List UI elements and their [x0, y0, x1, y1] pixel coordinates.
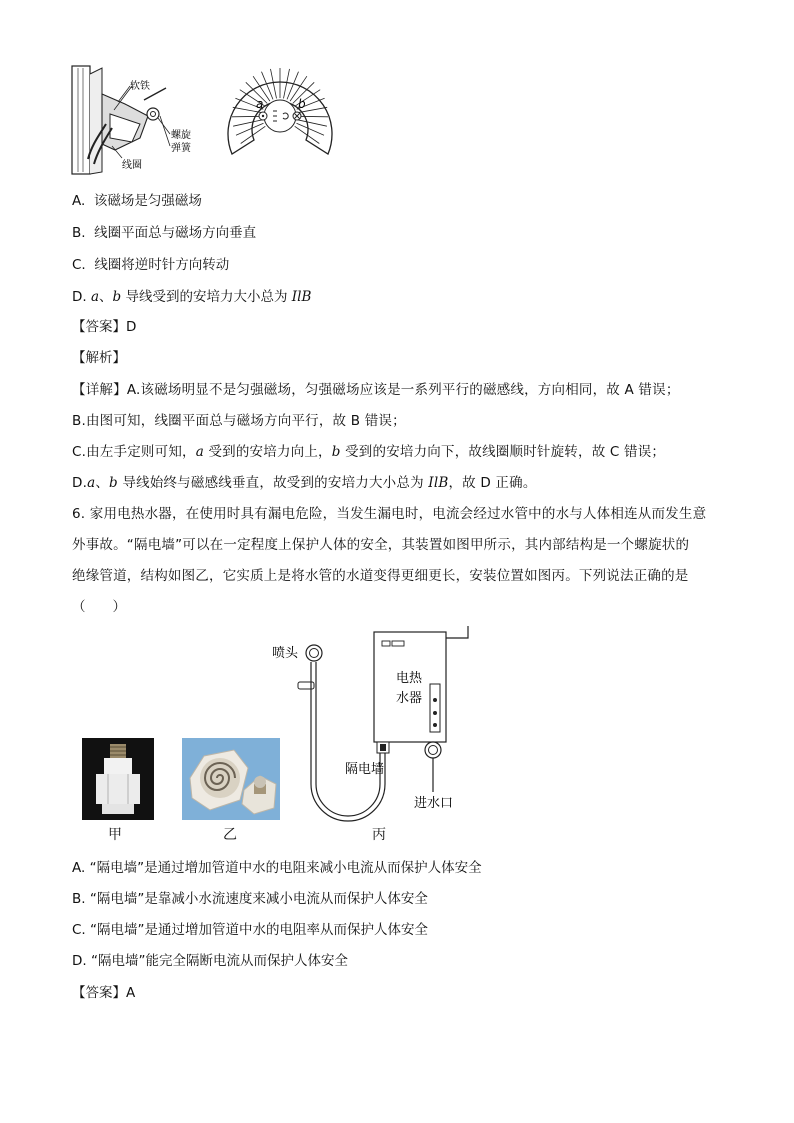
installation-diagram-bing: [268, 624, 488, 824]
label-soft-iron: 软铁: [130, 81, 150, 92]
q6-stem-blank: （ ）: [72, 599, 126, 615]
label-b: b: [298, 97, 306, 111]
label-a: a: [256, 97, 264, 111]
radial-field-figure: [220, 66, 340, 170]
label-water-inlet: 进水口: [414, 796, 454, 811]
q5-detail-b: B.由图可知，线圈平面总与磁场方向平行，故 B 错误；: [72, 413, 406, 429]
q5-option-a: A. 该磁场是匀强磁场: [72, 193, 202, 209]
caption-yi: 乙: [223, 827, 237, 843]
q5-answer: 【答案】D: [72, 319, 137, 335]
label-spring: 弹簧: [171, 143, 191, 154]
photo-jia-device: [82, 738, 154, 820]
q5-option-b: B. 线圈平面总与磁场方向垂直: [72, 225, 257, 241]
photo-yi-spiral: [182, 738, 280, 820]
q6-stem-line-2: 外事故。“隔电墙”可以在一定程度上保护人体的安全，其装置如图甲所示，其内部结构是一个螺旋状的: [72, 537, 690, 553]
q5-option-c: C. 线圈将逆时针方向转动: [72, 257, 230, 273]
field-line: [232, 116, 262, 117]
q5-detail-d: D.a、b 导线始终与磁感线垂直，故受到的安培力大小总为 IlB，故 D 正确。: [72, 475, 537, 491]
label-spiral: 螺旋: [171, 130, 191, 141]
q6-stem-line-3: 绝缘管道，结构如图乙，它实质上是将水管的水道变得更细更长，安装位置如图丙。下列说法正确的是: [72, 568, 689, 584]
label-coil: 线圈: [122, 160, 142, 171]
label-shower: 喷头: [272, 646, 299, 661]
label-heater-1: 电热: [396, 671, 423, 686]
label-isolation-wall: 隔电墙: [345, 762, 385, 777]
q6-option-d: D. “隔电墙”能完全隔断电流从而保护人体安全: [72, 953, 348, 969]
galvanometer-mechanism-figure: [70, 64, 220, 176]
field-line: [298, 116, 328, 117]
q6-stem-line-1: 6. 家用电热水器，在使用时具有漏电危险，当发生漏电时，电流会经过水管中的水与人体相连从而发生意: [72, 506, 707, 522]
q6-option-a: A. “隔电墙”是通过增加管道中水的电阻来减小电流从而保护人体安全: [72, 860, 482, 876]
q6-option-c: C. “隔电墙”是通过增加管道中水的电阻率从而保护人体安全: [72, 922, 428, 938]
q5-detail-c: C.由左手定则可知，a 受到的安培力向上，b 受到的安培力向下，故线圈顺时针旋转，故 C 错误；: [72, 444, 666, 460]
q6-option-b: B. “隔电墙”是靠减小水流速度来减小电流从而保护人体安全: [72, 891, 428, 907]
label-heater-2: 水器: [396, 691, 423, 706]
caption-jia: 甲: [108, 827, 122, 843]
caption-bing: 丙: [372, 827, 386, 843]
q5-analysis-heading: 【解析】: [72, 350, 126, 366]
q5-option-d: D. a、b 导线受到的安培力大小总为 IlB: [72, 289, 312, 305]
q5-detail-a: 【详解】A.该磁场明显不是匀强磁场，匀强磁场应该是一系列平行的磁感线，方向相同，故 A 错误；: [72, 382, 680, 398]
q6-answer: 【答案】A: [72, 985, 136, 1001]
